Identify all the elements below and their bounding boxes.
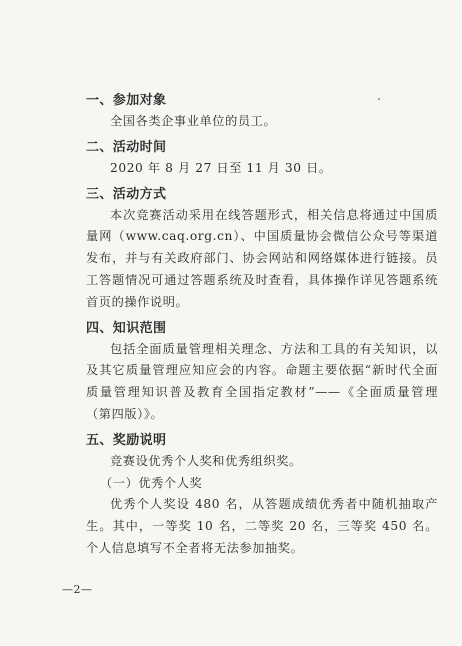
section-heading-time: 二、活动时间: [86, 139, 167, 155]
section-heading-participants: 一、参加对象: [86, 93, 167, 108]
section-text-awards: 竞赛设优秀个人奖和优秀组织奖。: [110, 453, 302, 468]
section-text-time: 2020 年 8 月 27 日至 11 月 30 日。: [110, 160, 332, 175]
section-text-scope: 包括全面质量管理相关理念、方法和工具的有关知识，以及其它质量管理应知应会的内容。命题主要依据“新时代全面质量管理知识普及教育全国指定教材”——《全面质量管理（第四版）》。: [86, 341, 438, 421]
section-heading-method: 三、活动方式: [86, 186, 167, 202]
section-text-method: 本次竞赛活动采用在线答题形式，相关信息将通过中国质量网（www.caq.org.cn）、中国质量协会微信公众号等渠道发布，并与有关政府部门、协会网站和网络媒体进行链接。员工答题情况可通过答题系统及时查看，具体操作详见答题系统首页的操作说明。: [86, 207, 438, 309]
section-text-participants: 全国各类企事业单位的员工。: [110, 114, 277, 128]
document-body: [86, 90, 438, 560]
section-heading-awards: 五、奖励说明: [86, 432, 167, 448]
subsection-heading-individual-award: （一）优秀个人奖: [100, 475, 203, 490]
page-number: —2—: [62, 583, 93, 596]
section-heading-scope: 四、知识范围: [86, 320, 167, 336]
subsection-text-individual-award: 优秀个人奖设 480 名，从答题成绩优秀者中随机抽取产生。其中，一等奖 10 名，二等奖 20 名，三等奖 450 名。个人信息填写不全者将无法参加抽奖。: [86, 497, 438, 555]
